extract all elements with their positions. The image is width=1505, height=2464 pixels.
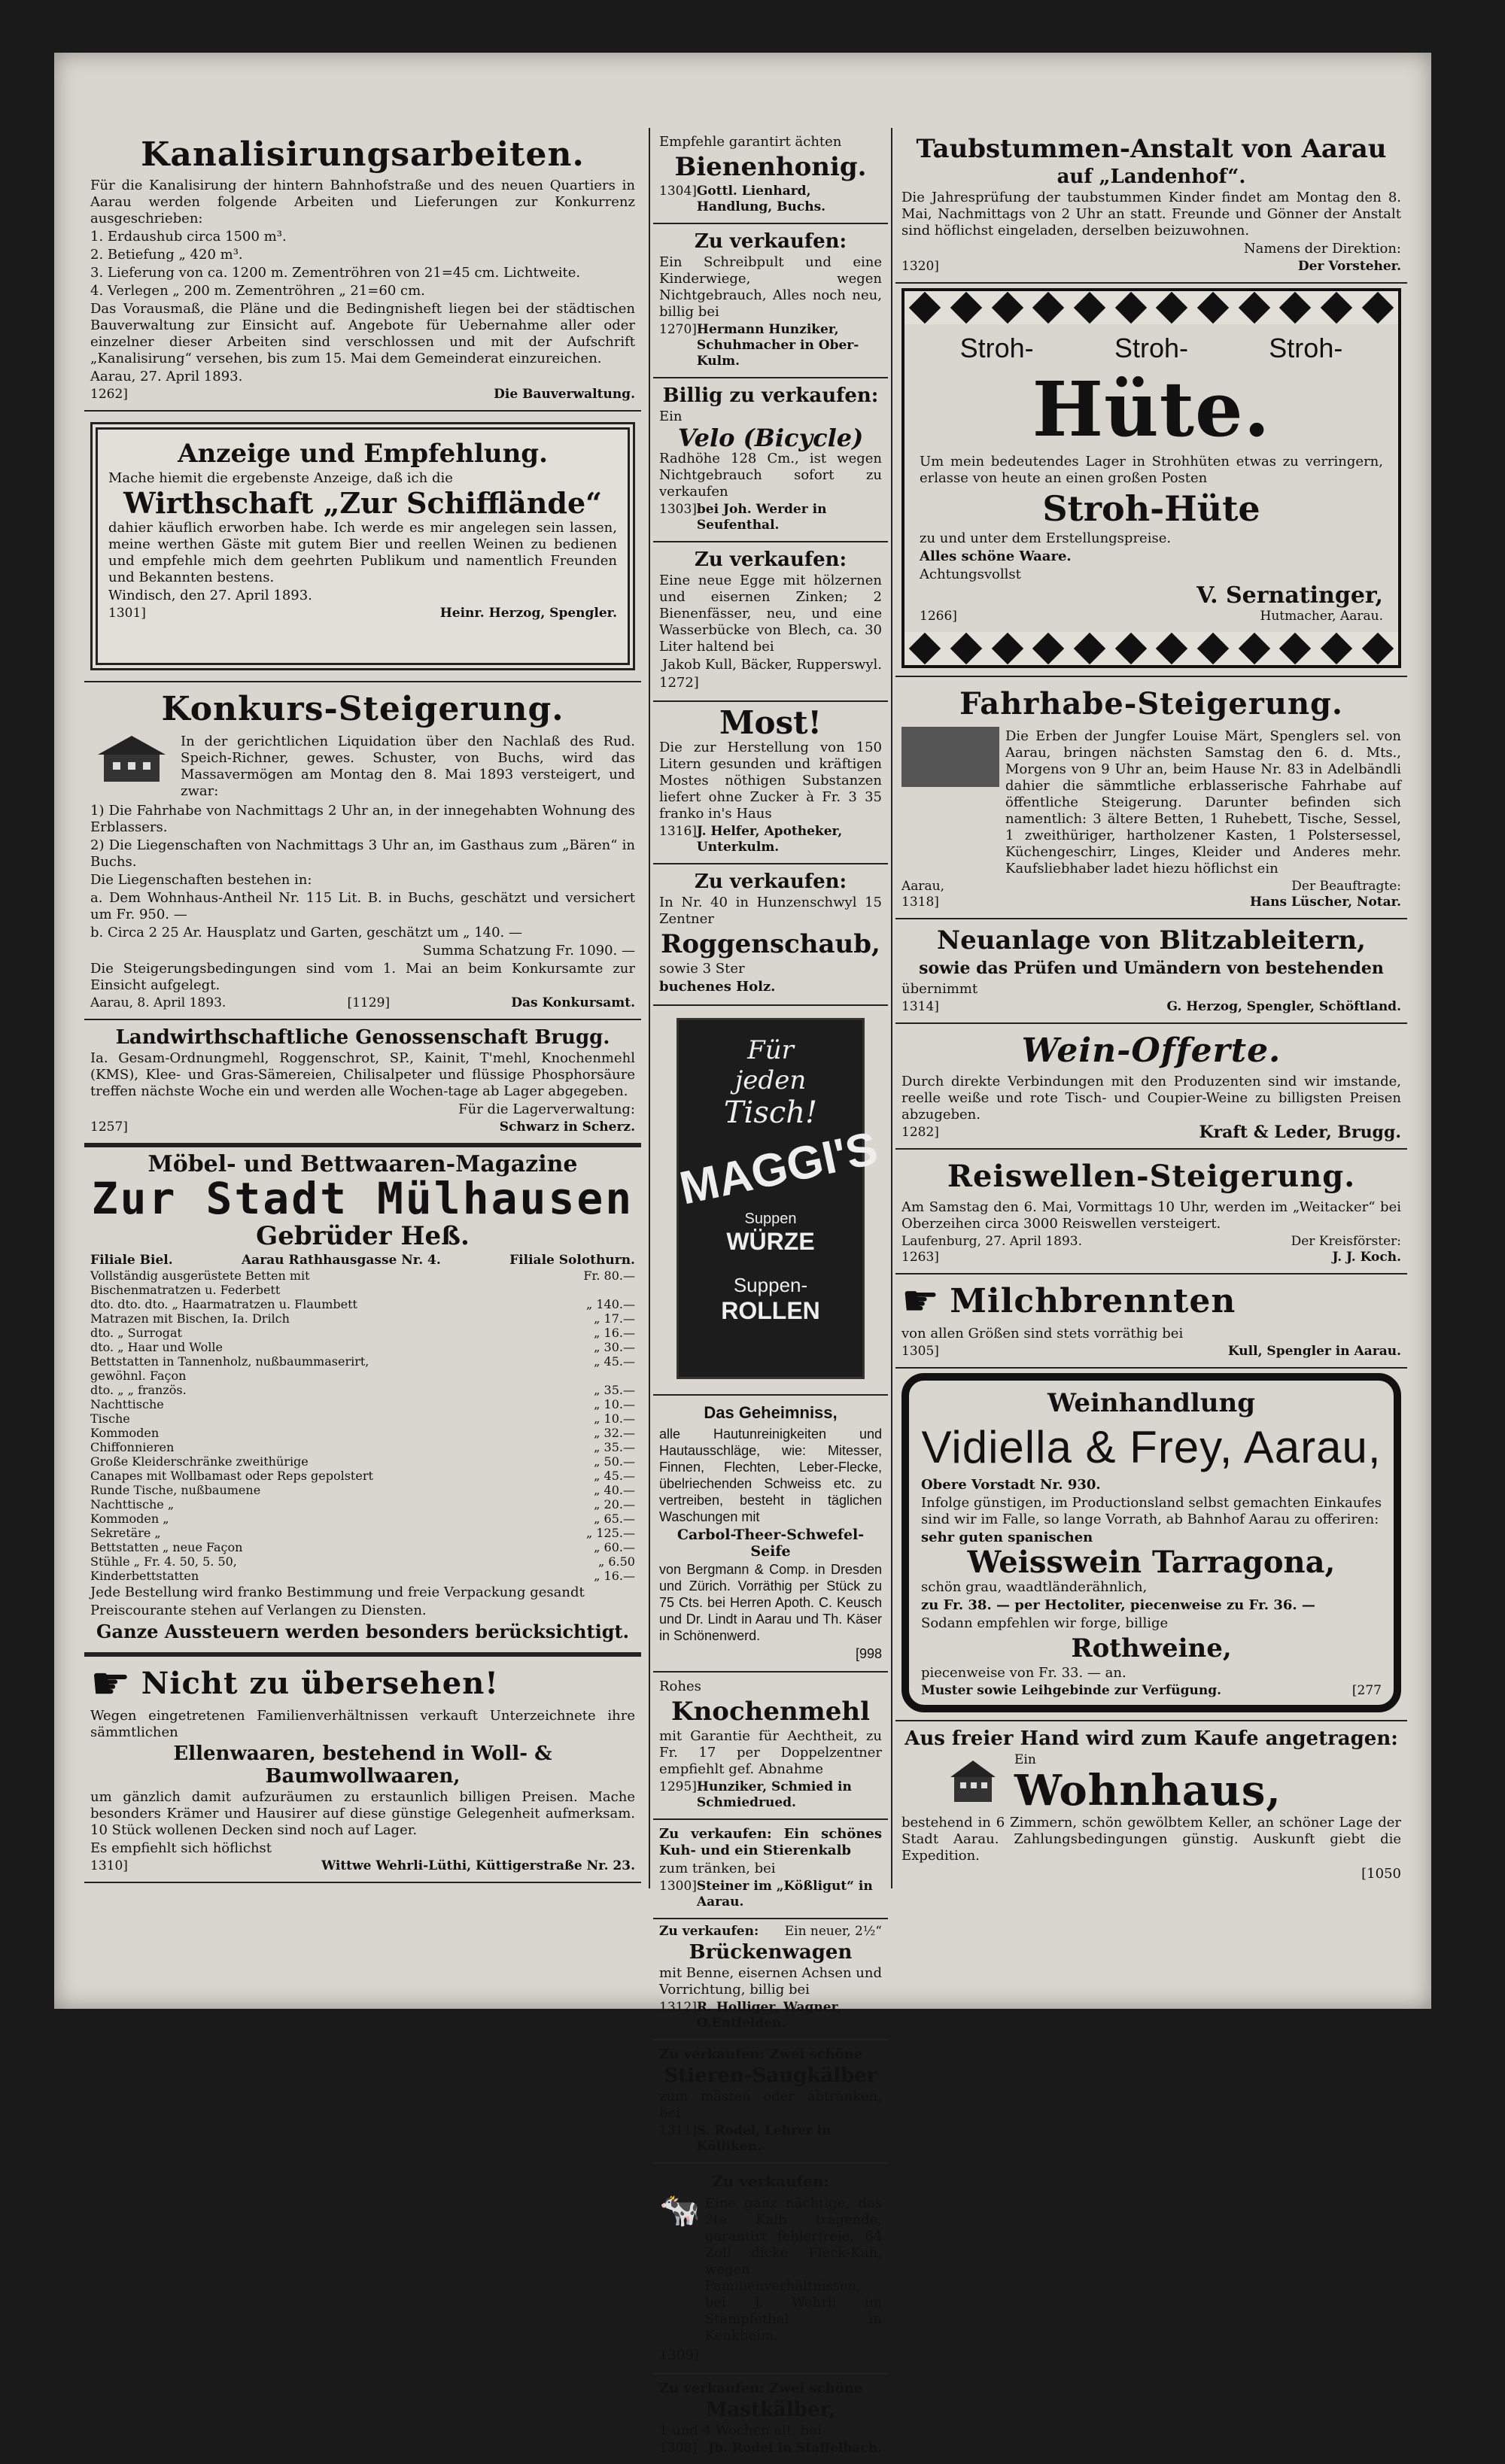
ad-frame: [90, 422, 635, 670]
ad-reiswellen: [895, 1150, 1407, 1275]
item-price: „ 10.—: [594, 1397, 635, 1411]
ad-maggi: [653, 1006, 888, 1396]
table-row: [90, 1354, 635, 1383]
ad-signature: Steiner im „Kößligut“ in Aarau.: [696, 1879, 873, 1910]
ad-stieren: [653, 2040, 888, 2164]
ad-line: Stroh-: [1269, 333, 1343, 363]
ad-body: Am Samstag den 6. Mai, Vormittags 10 Uhr, werden im „Weitacker“ bei Oberzeihen circa 3000 Reiswellen versteigert.: [901, 1199, 1401, 1232]
ad-signature: S. Rodel, Lehrer in Kölliken.: [696, 2123, 832, 2154]
ad-name: Velo (Bicycle): [677, 424, 864, 452]
ad-item: b. Circa 2 25 Ar. Hausplatz und Garten, geschätzt um „ 140. —: [90, 925, 522, 940]
table-row: [90, 1569, 635, 1583]
ad-red-price: piecenweise von Fr. 33. — an.: [921, 1665, 1126, 1681]
ad-title: Billig zu verkaufen:: [662, 384, 879, 407]
item-name: Nachttische „: [90, 1497, 175, 1512]
ad-number: [998: [855, 1646, 882, 1661]
ad-address: Obere Vorstadt Nr. 930.: [921, 1477, 1101, 1493]
ad-title: Zu verkaufen:: [694, 548, 847, 571]
ad-ein: Ein: [1014, 1752, 1036, 1767]
table-row: [90, 1512, 635, 1526]
ad-ein: Ein: [659, 409, 683, 424]
pointing-hand-icon: ☛: [901, 1277, 940, 1326]
table-row: [90, 1411, 635, 1426]
ad-body: Durch direkte Verbindungen mit den Produzenten sind wir imstande, reelle weiße und rote Tisch- und Coupier-Weine zu billigsten Preisen abzugeben.: [901, 1074, 1401, 1123]
ad-soap: Carbol-Theer-Schwefel-Seife: [676, 1527, 865, 1560]
ad-title: Bienenhonig.: [674, 152, 867, 182]
ad-lead: Weinhandlung: [1047, 1388, 1256, 1418]
item-name: Große Kleiderschränke zweithürige: [90, 1454, 309, 1469]
item-name: Sekretäre „: [90, 1526, 161, 1540]
table-row: [90, 1497, 635, 1512]
ad-most: [653, 702, 888, 864]
ad-body: zu und unter dem Erstellungspreise.: [920, 530, 1172, 546]
ad-conditions: Die Steigerungsbedingungen sind vom 1. Mai an beim Konkursamte zur Einsicht aufgelegt.: [90, 961, 635, 993]
ad-number: 1301]: [108, 606, 146, 621]
ad-signature-lead: Für die Lagerverwaltung:: [458, 1101, 635, 1117]
list-item: 2. Betiefung „ 420 m³.: [90, 247, 243, 263]
ad-line: Tisch!: [723, 1095, 818, 1130]
table-row: [90, 1483, 635, 1497]
diamond-border-top: [905, 291, 1398, 324]
ad-date: Aarau, 27. April 1893.: [90, 369, 243, 384]
ad-number: [277: [1351, 1683, 1382, 1698]
item-price: „ 35.—: [594, 1440, 635, 1454]
ad-line: Suppen: [744, 1211, 797, 1227]
item-price: „ 140.—: [585, 1297, 635, 1311]
ad-subtitle: auf „Landenhof“.: [1057, 166, 1246, 188]
house-icon: [90, 732, 173, 785]
ad-number: 1316]: [659, 824, 697, 839]
ad-title: Anzeige und Empfehlung.: [178, 439, 548, 469]
item-price: Fr. 80.—: [583, 1268, 635, 1283]
ad-moebel: [84, 1144, 641, 1654]
item-price: „ 30.—: [594, 1340, 635, 1354]
ad-number: 1272]: [659, 675, 699, 691]
ad-title: Zu verkaufen: Ein schönes Kuh- und ein Stierenkalb: [659, 1826, 882, 1858]
ad-signature: R. Holliger, Wagner, O.Entfelden.: [696, 2000, 842, 2031]
ad-mastkaelber: [653, 2374, 888, 2464]
ad-name: Roggenschaub,: [661, 929, 880, 959]
ad-signature: Hunziker, Schmied in Schmiedrued.: [696, 1779, 852, 1810]
ad-signature-lead: Der Kreisförster:: [1291, 1234, 1401, 1249]
item-name: Kommoden: [90, 1426, 160, 1440]
ad-egge: [653, 542, 888, 702]
column-1: [84, 128, 641, 1883]
ad-body: Infolge günstigen, im Productionsland selbst gemachten Einkaufes sind wir im Falle, so lange Vorrath, ab Bahnhof Aarau zu offeriren:: [921, 1495, 1382, 1527]
ad-signature-lead: Der Beauftragte:: [1291, 879, 1401, 894]
ad-lead: Rohes: [659, 1679, 701, 1694]
ad-number: 1318]: [901, 895, 939, 910]
ad-intro: In der gerichtlichen Liquidation über den Nachlaß des Rud. Speich-Richner, gewes. Schuster, von Buchs, wird das Massavermögen am Montag den 8. Mai 1893 versteigert, und zwar:: [181, 734, 635, 799]
item-price: „ 20.—: [594, 1497, 635, 1512]
ad-intro: Für die Kanalisirung der hintern Bahnhofstraße und des neuen Quartiers in Aarau werden folgende Arbeiten und Lieferungen zur Konkurrenz ausgeschrieben:: [90, 178, 635, 226]
item-name: Bettstatten „ neue Façon: [90, 1540, 243, 1554]
item-price: „ 40.—: [594, 1483, 635, 1497]
ad-lead: übernimmt: [901, 981, 978, 997]
ad-title: Zu verkaufen:: [659, 1924, 759, 1939]
ad-signature: J. J. Koch.: [1332, 1250, 1401, 1265]
ad-milchbrennten: [895, 1275, 1407, 1369]
ad-number: 1305]: [901, 1344, 939, 1359]
ad-greeting: Achtungsvollst: [920, 567, 1021, 582]
ad-wohnhaus: [895, 1721, 1407, 1891]
ad-roggen: [653, 864, 888, 1006]
ad-date: Windisch, den 27. April 1893.: [108, 588, 312, 603]
ad-body: alle Hautunreinigkeiten und Hautausschläge, wie: Mitesser, Finnen, Flechten, Leber-Flecke, übelriechenden Schweiss etc. zu vertreiben, besteht in täglichen Waschungen mit: [659, 1426, 882, 1524]
ad-number: 1310]: [90, 1858, 128, 1873]
item-price: „ 60.—: [594, 1540, 635, 1554]
item-name: Stühle „ Fr. 4. 50, 5. 50,: [90, 1554, 237, 1569]
diamond-border-bottom: [905, 632, 1398, 665]
ad-body: Die zur Herstellung von 150 Litern gesunden und kräftigen Mostes nöthigen Substanzen liefert ohne Zucker à Fr. 3 35 franko in's Haus: [659, 740, 882, 822]
ad-geheimniss: [653, 1396, 888, 1673]
ad-title: Das Geheimniss,: [704, 1403, 838, 1422]
ad-lead: Aus freier Hand wird zum Kaufe angetragen:: [905, 1727, 1398, 1750]
ad-signature: Gottl. Lienhard, Handlung, Buchs.: [696, 184, 826, 214]
table-row: [90, 1383, 635, 1397]
ad-big: Stroh-Hüte: [1042, 488, 1260, 529]
ad-number: 1295]: [659, 1779, 697, 1794]
ad-price-note: Preiscourante stehen auf Verlangen zu Diensten.: [90, 1603, 427, 1618]
ad-body: Ia. Gesam-Ordnungmehl, Roggenschrot, SP., Kainit, T'mehl, Knochenmehl (KMS), Klee- und Gras-Sämereien, Chilisalpeter und flüssige Phosphorsäure treffen nächste Woche ein und werden alle Wochen-tage ab Lager abgegeben.: [90, 1050, 635, 1099]
ad-body: mit Garantie für Aechtheit, zu Fr. 17 per Doppelzentner empfiehlt gef. Abnahme: [659, 1728, 882, 1777]
ad-body: Die Erben der Jungfer Louise Märt, Spenglers sel. von Aarau, bringen nächsten Samstag den 6. d. Mts., Morgens von 9 Uhr an, beim Hause Nr. 83 in Adelbändli dahier die sämmtliche erblasserische Fahrhabe auf öffentliche Steigerung. Darunter befinden sich namentlich: 3 ältere Betten, 1 Ruhebett, Tische, Sessel, 1 zweithüriger, hartholzener Kasten, 1 Polstersessel, Küchengeschirr, Linges, Kleider und Anderes mehr. Kaufsliebhaber ladet hiezu höflichst ein: [1005, 728, 1401, 877]
ad-kinderwiege: [653, 224, 888, 378]
ad-title: Zu verkaufen:: [712, 2172, 829, 2190]
ad-note: Jede Bestellung wird franko Bestimmung und freie Verpackung gesandt: [90, 1584, 585, 1600]
ad-number: 1300]: [659, 1879, 697, 1894]
ad-title: Hüte.: [1032, 365, 1271, 454]
ad-goods: Ellenwaaren, bestehend in Woll- & Baumwollwaaren,: [173, 1742, 552, 1788]
item-price: „ 16.—: [594, 1569, 635, 1583]
table-row: [90, 1540, 635, 1554]
ad-signature: Der Vorsteher.: [1297, 259, 1401, 274]
ad-subtitle: sowie das Prüfen und Umändern von bestehenden: [919, 959, 1384, 978]
ad-footer: Ganze Aussteuern werden besonders berücksichtigt.: [96, 1621, 629, 1642]
ad-signature-lead: Namens der Direktion:: [1243, 241, 1401, 257]
item-name: Bettstatten in Tannenholz, nußbaummaserirt, gewöhnl. Façon: [90, 1354, 369, 1383]
ad-number: 1257]: [90, 1120, 128, 1135]
ad-also: Sodann empfehlen wir forge, billige: [921, 1615, 1169, 1631]
list-item: 4. Verlegen „ 200 m. Zementröhren „ 21=60 cm.: [90, 283, 425, 299]
item-name: Kinderbettstatten: [90, 1569, 199, 1583]
item-name: Kommoden „: [90, 1512, 169, 1526]
ad-title: Kanalisirungsarbeiten.: [141, 135, 585, 174]
ad-signature: Kraft & Leder, Brugg.: [1199, 1123, 1401, 1142]
ad-body: sowie 3 Ster: [659, 961, 745, 977]
ad-number: 1270]: [659, 322, 697, 337]
ad-body: Um mein bedeutendes Lager in Strohhüten etwas zu verringern, erlasse von heute an einen großen Posten: [920, 454, 1383, 486]
ad-title: Knochenmehl: [671, 1697, 870, 1727]
ad-body: von allen Größen sind stets vorräthig bei: [901, 1326, 1184, 1341]
maggi-poster: [675, 1018, 883, 1379]
item-name: Runde Tische, nußbaumene: [90, 1483, 261, 1497]
ad-footer: Muster sowie Leihgebinde zur Verfügung.: [921, 1683, 1222, 1698]
ad-title: Konkurs-Steigerung.: [161, 690, 564, 728]
ad-fleckkuh: [653, 2164, 888, 2374]
ad-title: Nicht zu übersehen!: [141, 1666, 499, 1701]
ad-frame: [901, 288, 1401, 668]
table-row: [90, 1326, 635, 1340]
column-2: [653, 128, 888, 2464]
ad-number: 1262]: [90, 387, 128, 402]
ad-strohhuete: [895, 284, 1407, 677]
ad-line: Für: [747, 1035, 794, 1065]
item-name: Canapes mit Wollbamast oder Reps gepolstert: [90, 1469, 373, 1483]
ad-line: WÜRZE: [726, 1228, 815, 1255]
ad-name: Mastkälber,: [705, 2399, 836, 2421]
ad-lead: Ein neuer, 2½“: [784, 1924, 882, 1939]
ad-sum: Summa Schatzung Fr. 1090. —: [422, 943, 635, 959]
column-divider: [649, 128, 650, 1888]
ad-blitzableiter: [895, 919, 1407, 1024]
ad-honig: [653, 128, 888, 224]
ad-item: a. Dem Wohnhaus-Antheil Nr. 115 Lit. B. in Buchs, geschätzt und versichert um Fr. 950. —: [90, 890, 635, 922]
ad-signature: Schwarz in Scherz.: [499, 1120, 635, 1135]
ad-top: Möbel- und Bettwaaren-Magazine: [147, 1151, 578, 1177]
ad-name: Wirthschaft „Zur Schifflände“: [123, 486, 602, 520]
ad-nicht-uebersehen: [84, 1654, 641, 1883]
ad-signature: Das Konkursamt.: [511, 995, 635, 1010]
ad-place: Aarau,: [901, 879, 945, 894]
list-item: 3. Lieferung von ca. 1200 m. Zementröhren von 21=45 cm. Lichtweite.: [90, 265, 581, 281]
column-divider: [891, 128, 892, 1888]
ad-body: Die Jahresprüfung der taubstummen Kinder findet am Montag den 8. Mai, Nachmittags von 2 Uhr an statt. Freunde und Gönner der Anstalt sind höflichst eingeladen, derselben beizuwohnen.: [901, 190, 1401, 239]
table-row: [90, 1426, 635, 1440]
ad-body: Eine neue Egge mit hölzernen und eisernen Zinken; 2 Bienenfässer, neu, und eine Wasserbücke von Blech, ca. 30 Liter haltend bei: [659, 573, 882, 655]
ad-filiale: Filiale Solothurn.: [509, 1253, 635, 1268]
table-row: [90, 1440, 635, 1454]
ad-body: Eine ganz nächtige, das 2te Kalb tragende, garantirt fehlerfreie, 64 Zoll dicke Fleck-Kuh, wegen Familienverhältnissen, bei J. Wehrli im Stampfethal in Kenkheim.: [704, 2195, 882, 2344]
ad-signature: bei Joh. Werder in Seufenthal.: [696, 502, 827, 533]
item-name: dto. „ Surrogat: [90, 1326, 182, 1340]
ad-kanalisierung: [84, 128, 641, 412]
price-list: [90, 1268, 635, 1583]
ad-close: Es empfiehlt sich höflichst: [90, 1840, 272, 1856]
ad-body: 1 und 4 Wochen alt, bei: [659, 2423, 822, 2438]
ad-signature: J. Helfer, Apotheker, Unterkulm.: [696, 824, 843, 855]
item-price: „ 17.—: [594, 1311, 635, 1326]
item-name: Tische: [90, 1411, 130, 1426]
item-price: „ 50.—: [594, 1454, 635, 1469]
ad-number: 1314]: [901, 999, 939, 1014]
ad-title: Zur Stadt Mülhausen: [91, 1173, 634, 1224]
ad-title: Neuanlage von Blitzableitern,: [936, 925, 1366, 956]
ad-title: Vidiella & Frey, Aarau,: [921, 1422, 1382, 1472]
item-price: „ 10.—: [594, 1411, 635, 1426]
ad-signature: Heinr. Herzog, Spengler.: [439, 606, 617, 621]
auction-illustration-icon: [901, 727, 999, 787]
ad-body: Radhöhe 128 Cm., ist wegen Nichtgebrauch sofort zu verkaufen: [659, 451, 882, 500]
ad-number: 1263]: [901, 1250, 939, 1265]
ad-number: 1303]: [659, 502, 697, 517]
ad-role: Hutmacher, Aarau.: [1260, 609, 1383, 624]
ad-wine-name: Weisswein Tarragona,: [967, 1545, 1336, 1580]
item-price: „ 45.—: [594, 1469, 635, 1483]
ad-number: 1304]: [659, 184, 697, 199]
ad-body: um gänzlich damit aufzuräumen zu erstaunlich billigen Preisen. Mache besonders Krämer und Hausirer auf diese günstige Gelegenheit aufmerksam. 10 Stück wollenen Decken sind noch auf Lager.: [90, 1789, 635, 1838]
ad-title: Most!: [719, 704, 822, 741]
ad-signature: Jb. Rodel in Staffelbach.: [708, 2441, 882, 2456]
ad-body: In Nr. 40 in Hunzenschwyl 15 Zentner: [659, 895, 882, 927]
ad-red-wine: Rothweine,: [1071, 1633, 1232, 1663]
item-name: dto. dto. dto. „ Haarmatratzen u. Flaumbett: [90, 1297, 357, 1311]
ad-title: Fahrhabe-Steigerung.: [959, 686, 1343, 722]
ad-body: dahier käuflich erworben habe. Ich werde es mir angelegen sein lassen, meine werthen Gäste mit gutem Bier und reellen Weinen zu bedienen und empfehle mich dem geehrten Publikum und namentlich Freunden und Bekannten bestens.: [108, 520, 617, 585]
ad-body: mit Benne, eisernen Achsen und Vorrichtung, billig bei: [659, 1965, 882, 1998]
ad-main-store: Aarau Rathhausgasse Nr. 4.: [241, 1253, 441, 1268]
ad-holz: buchenes Holz.: [659, 979, 776, 995]
ad-number: 1282]: [901, 1125, 939, 1140]
item-price: „ 32.—: [594, 1426, 635, 1440]
ad-brand: MAGGI'S: [675, 1122, 883, 1215]
ad-number: 1320]: [901, 259, 939, 274]
item-name: Matrazen mit Bischen, Ia. Drilch: [90, 1311, 290, 1326]
table-row: [90, 1268, 635, 1297]
ad-frame: [901, 1373, 1401, 1712]
item-name: dto. „ Haar und Wolle: [90, 1340, 223, 1354]
table-row: [90, 1297, 635, 1311]
ad-signature: Wittwe Wehrli-Lüthi, Küttigerstraße Nr. 23.: [321, 1858, 635, 1873]
newspaper-page: [54, 53, 1431, 2456]
ad-quality: Alles schöne Waare.: [920, 548, 1072, 564]
ad-item: 1) Die Fahrhabe von Nachmittags 2 Uhr an, in der innegehabten Wohnung des Erblassers.: [90, 803, 635, 835]
item-price: „ 6.50: [597, 1554, 635, 1569]
ad-title: Zu verkaufen: Zwei schöne: [659, 2380, 863, 2396]
ad-name: Stieren-Saugkälber: [664, 2064, 877, 2087]
ad-title: Taubstummen-Anstalt von Aarau: [916, 134, 1387, 164]
ad-signature: Hans Lüscher, Notar.: [1250, 895, 1401, 910]
ad-body: Das Vorausmaß, die Pläne und die Bedingnisheft liegen bei der städtischen Bauverwaltung zur Einsicht auf. Angebote für Uebernahme aller oder einzelner dieser Arbeiten sind verschlossen und mit der Aufschrift „Kanalisirung“ versehen, bis zum 15. Mai dem Gemeinderat einzureichen.: [90, 301, 635, 366]
ad-date: Laufenburg, 27. April 1893.: [901, 1234, 1082, 1249]
column-3: [895, 128, 1407, 1891]
ad-signature: V. Sernatinger,: [1196, 582, 1383, 609]
table-row: [90, 1454, 635, 1469]
ad-filiale: Filiale Biel.: [90, 1253, 173, 1268]
ad-kuh: [653, 1820, 888, 1919]
ad-fahrhabe: [895, 677, 1407, 919]
ad-number: 1308]: [659, 2441, 697, 2456]
item-price: „ 125.—: [585, 1526, 635, 1540]
ad-signature: Hermann Hunziker, Schuhmacher in Ober-Kulm.: [696, 322, 859, 369]
ad-number: 1312]: [659, 2000, 697, 2015]
ad-velo: [653, 378, 888, 542]
ad-number: 1311]: [659, 2123, 697, 2138]
ad-line: jeden: [734, 1065, 807, 1095]
ad-title: Wein-Offerte.: [1021, 1031, 1282, 1070]
ad-line: Suppen-: [733, 1274, 808, 1296]
ad-line: Stroh-: [1114, 333, 1189, 363]
item-price: „ 45.—: [594, 1354, 635, 1369]
item-price: „ 16.—: [594, 1326, 635, 1340]
table-row: [90, 1469, 635, 1483]
pointing-hand-icon: ☛: [90, 1657, 131, 1710]
ad-body: zum mästen oder abtränken, bei: [659, 2089, 882, 2121]
ad-body: Ein Schreibpult und eine Kinderwiege, wegen Nichtgebrauch, Alles noch neu, billig bei: [659, 254, 882, 320]
ad-item: 2) Die Liegenschaften von Nachmittags 3 Uhr an, im Gasthaus zum „Bären“ in Buchs.: [90, 837, 635, 870]
item-name: Nachttische: [90, 1397, 164, 1411]
ad-signature: G. Herzog, Spengler, Schöftland.: [1166, 999, 1401, 1014]
ad-title: Zu verkaufen:: [694, 230, 847, 253]
item-name: Chiffonnieren: [90, 1440, 175, 1454]
ad-knochenmehl: [653, 1673, 888, 1820]
ad-taubstummen: [895, 128, 1407, 284]
ad-brueckenwagen: [653, 1919, 888, 2040]
ad-signature: Die Bauverwaltung.: [494, 387, 635, 402]
ad-name: Brückenwagen: [689, 1941, 853, 1964]
ad-title: Zu verkaufen: Zwei schöne: [659, 2046, 863, 2062]
ad-body: bestehend in 6 Zimmern, schön gewölbtem Keller, an schöner Lage der Stadt Aarau. Zahlungsbedingungen günstig. Auskunft giebt die Expedition.: [901, 1815, 1401, 1864]
ad-signature: Jakob Kull, Bäcker, Rupperswyl.: [662, 657, 882, 673]
house-icon: [947, 1758, 999, 1806]
ad-lead: Mache hiemit die ergebenste Anzeige, daß ich die: [108, 470, 453, 486]
ad-lead: Wegen eingetretenen Familienverhältnissen verkauft Unterzeichnete ihre sämmtlichen: [90, 1708, 635, 1740]
ad-wein-offerte: [895, 1024, 1407, 1150]
list-item: 1. Erdaushub circa 1500 m³.: [90, 229, 287, 245]
item-price: „ 65.—: [594, 1512, 635, 1526]
ad-number: [1050: [1361, 1866, 1401, 1882]
ad-title: Wohnhaus,: [1014, 1766, 1282, 1815]
ad-vidiella: [895, 1369, 1407, 1721]
ad-body: zum tränken, bei: [659, 1861, 776, 1876]
ad-title: Milchbrennten: [950, 1282, 1236, 1320]
ad-sub: sehr guten spanischen: [921, 1530, 1093, 1545]
table-row: [90, 1526, 635, 1540]
ad-item: Die Liegenschaften bestehen in:: [90, 872, 312, 888]
ad-anzeige: [84, 412, 641, 682]
table-row: [90, 1554, 635, 1569]
ad-landwirtschaft: [84, 1020, 641, 1144]
ad-lead: Empfehle garantirt ächten: [659, 134, 842, 150]
ad-body: von Bergmann & Comp. in Dresden und Zürich. Vorräthig per Stück zu 75 Cts. bei Herren Apoth. C. Keusch und Dr. Lindt in Aarau und Th. Käser in Schönenwerd.: [659, 1562, 882, 1643]
ad-line: Stroh-: [959, 333, 1034, 363]
table-row: [90, 1311, 635, 1326]
ad-number: 1266]: [920, 609, 957, 624]
table-row: [90, 1340, 635, 1354]
item-name: dto. „ „ französ.: [90, 1383, 187, 1397]
ad-number: 1309]: [659, 2347, 699, 2363]
item-name: Vollständig ausgerüstete Betten mit Bischenmatratzen u. Federbett: [90, 1268, 310, 1297]
ad-number: [1129]: [347, 995, 391, 1010]
ad-title: Zu verkaufen:: [694, 870, 847, 893]
ad-brothers: Gebrüder Heß.: [256, 1221, 470, 1251]
ad-price: zu Fr. 38. — per Hectoliter, piecenweise zu Fr. 36. —: [921, 1597, 1315, 1613]
ad-title: Landwirthschaftliche Genossenschaft Brugg.: [115, 1026, 610, 1049]
table-row: [90, 1397, 635, 1411]
cow-icon: 🐄: [659, 2191, 701, 2229]
ad-konkurs: [84, 682, 641, 1020]
ad-title: Reiswellen-Steigerung.: [947, 1159, 1356, 1194]
item-price: „ 35.—: [594, 1383, 635, 1397]
ad-desc: schön grau, waadtländerähnlich,: [921, 1579, 1148, 1595]
ad-date: Aarau, 8. April 1893.: [90, 995, 227, 1010]
ad-line: ROLLEN: [721, 1297, 820, 1324]
ad-signature: Kull, Spengler in Aarau.: [1227, 1344, 1401, 1359]
